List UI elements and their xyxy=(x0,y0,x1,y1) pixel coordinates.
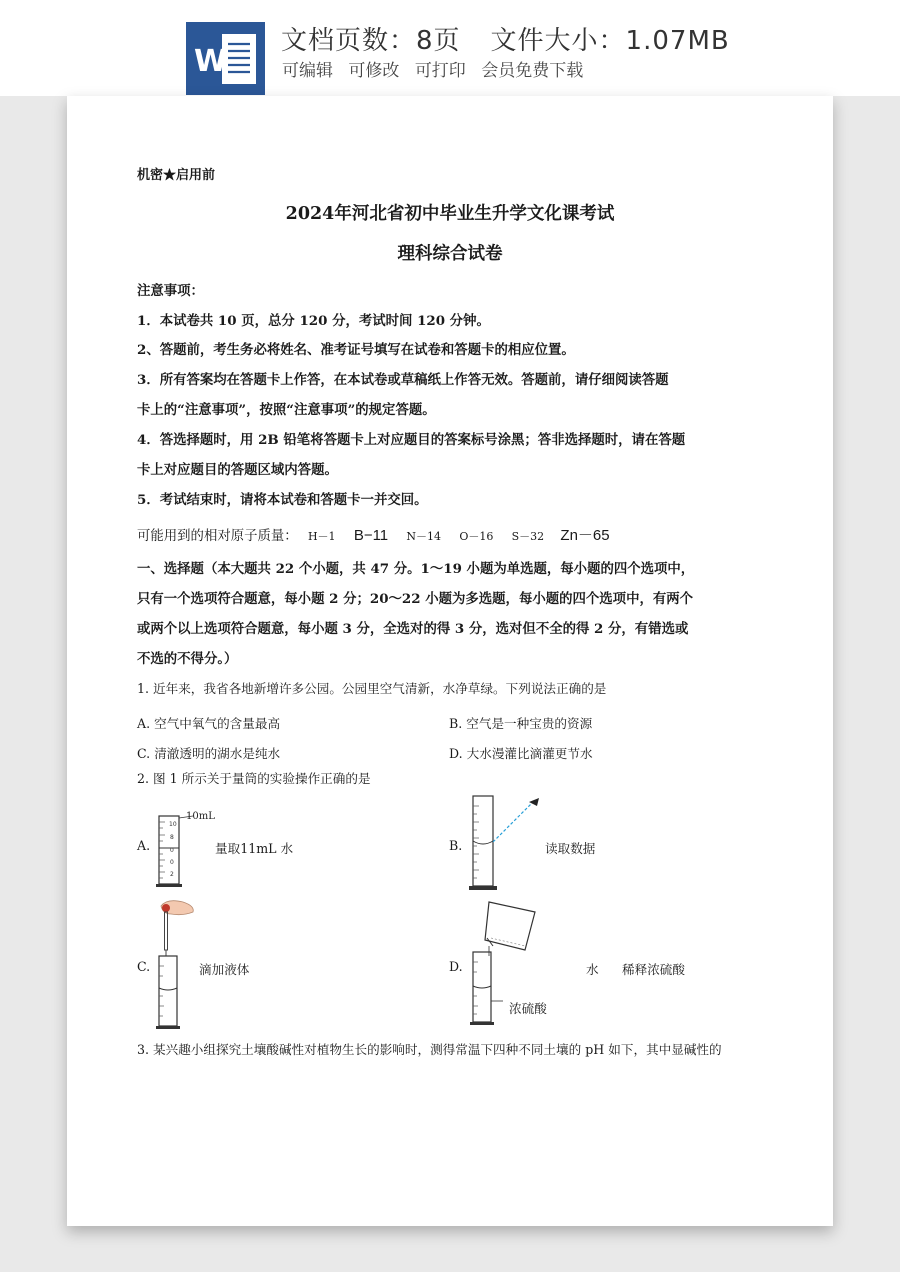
mass-n: N－14 xyxy=(406,530,442,543)
section-intro-4: 不选的不得分。） xyxy=(137,651,238,667)
q2-option-b-text: 读取数据 xyxy=(545,841,596,856)
atomic-mass-label: 可能用到的相对原子质量： xyxy=(137,529,298,544)
mass-zn: Zn－65 xyxy=(560,527,610,544)
tick-label-3: 0 xyxy=(170,847,174,854)
q2-option-c-text: 滴加液体 xyxy=(199,962,250,977)
q1-option-b: B. 空气是一种宝贵的资源 xyxy=(449,716,593,731)
tick-label-4: 0 xyxy=(170,859,174,866)
section-intro-1: 一、选择题（本大题共 22 个小题，共 47 分。1～19 小题为单选题，每小题的四个选项中， xyxy=(137,561,695,577)
notice-4a: 4．答选择题时，用 2B 铅笔将答题卡上对应题目的答案标号涂黑；答非选择题时，请在答题 xyxy=(137,432,686,448)
atomic-mass-line xyxy=(137,528,610,543)
mass-s: S－32 xyxy=(511,530,545,543)
q2-option-b-letter: B. xyxy=(449,838,463,853)
cylinder-measure-figure xyxy=(153,808,223,890)
tick-label-5: 2 xyxy=(170,871,174,878)
q2-option-d-letter: D. xyxy=(449,959,463,974)
q2-option-d-water-label: 水 xyxy=(586,962,599,977)
exam-subtitle: 理科综合试卷 xyxy=(397,244,503,264)
feature-printable: 可打印 xyxy=(414,61,466,81)
mass-o: O－16 xyxy=(459,530,494,543)
q1-option-d: D. 大水漫灌比滴灌更节水 xyxy=(449,746,593,761)
q2-option-d-acid-label: 浓硫酸 xyxy=(509,1001,547,1016)
word-doc-icon xyxy=(186,22,265,95)
notice-heading: 注意事项： xyxy=(137,283,204,299)
notice-3b: 卡上的“注意事项”，按照“注意事项”的规定答题。 xyxy=(137,402,436,418)
word-icon-letter: W xyxy=(194,44,228,79)
q2-option-a-text: 量取11mL 水 xyxy=(215,841,294,856)
notice-2: 2、答题前，考生务必将姓名、准考证号填写在试卷和答题卡的相应位置。 xyxy=(137,342,575,358)
notice-3a: 3．所有答案均在答题卡上作答，在本试卷或草稿纸上作答无效。答题前，请仔细阅读答题 xyxy=(137,372,669,388)
feature-member-download: 会员免费下载 xyxy=(481,61,584,81)
q3-stem: 3. 某兴趣小组探究土壤酸碱性对植物生长的影响时，测得常温下四种不同土壤的 pH 如下，其中显碱性的 xyxy=(137,1042,722,1057)
q2-option-a-letter: A. xyxy=(137,838,151,853)
tick-label-1: 10 xyxy=(169,821,177,828)
q1-option-a: A. 空气中氧气的含量最高 xyxy=(137,716,281,731)
banner-info xyxy=(281,20,730,57)
q1-option-c: C. 清澈透明的湖水是纯水 xyxy=(137,746,281,761)
exam-title: 2024年河北省初中毕业生升学文化课考试 xyxy=(285,204,615,224)
file-size: 文件大小：1.07MB xyxy=(490,26,730,56)
q1-stem: 1. 近年来，我省各地新增许多公园。公园里空气清新，水净草绿。下列说法正确的是 xyxy=(137,681,607,696)
document-page xyxy=(67,96,833,1226)
notice-5: 5．考试结束时，请将本试卷和答题卡一并交回。 xyxy=(137,492,428,508)
notice-4b: 卡上对应题目的答题区域内答题。 xyxy=(137,462,338,478)
mass-b: B−11 xyxy=(353,527,389,544)
banner-features xyxy=(282,56,593,81)
feature-modifiable: 可修改 xyxy=(348,61,400,81)
tick-label-2: 8 xyxy=(170,834,174,841)
section-intro-3: 或两个以上选项符合题意，每小题 3 分，全选对的得 3 分，选对但不全的得 2 分，有错选或 xyxy=(137,621,689,637)
page-count: 文档页数：8页 xyxy=(281,26,461,56)
cylinder-mark-label: 10mL xyxy=(186,811,215,822)
secret-label: 机密★启用前 xyxy=(137,168,216,183)
q2-option-d-text: 稀释浓硫酸 xyxy=(622,962,685,977)
mass-h: H－1 xyxy=(307,530,336,543)
section-intro-2: 只有一个选项符合题意，每小题 2 分；20～22 小题为多选题，每小题的四个选项中，有两个 xyxy=(137,591,694,607)
feature-editable: 可编辑 xyxy=(282,61,333,81)
q2-option-c-letter: C. xyxy=(137,959,151,974)
notice-1: 1．本试卷共 10 页，总分 120 分，考试时间 120 分钟。 xyxy=(137,313,490,329)
q2-stem: 2. 图 1 所示关于量筒的实验操作正确的是 xyxy=(137,771,371,786)
download-banner xyxy=(0,0,900,96)
